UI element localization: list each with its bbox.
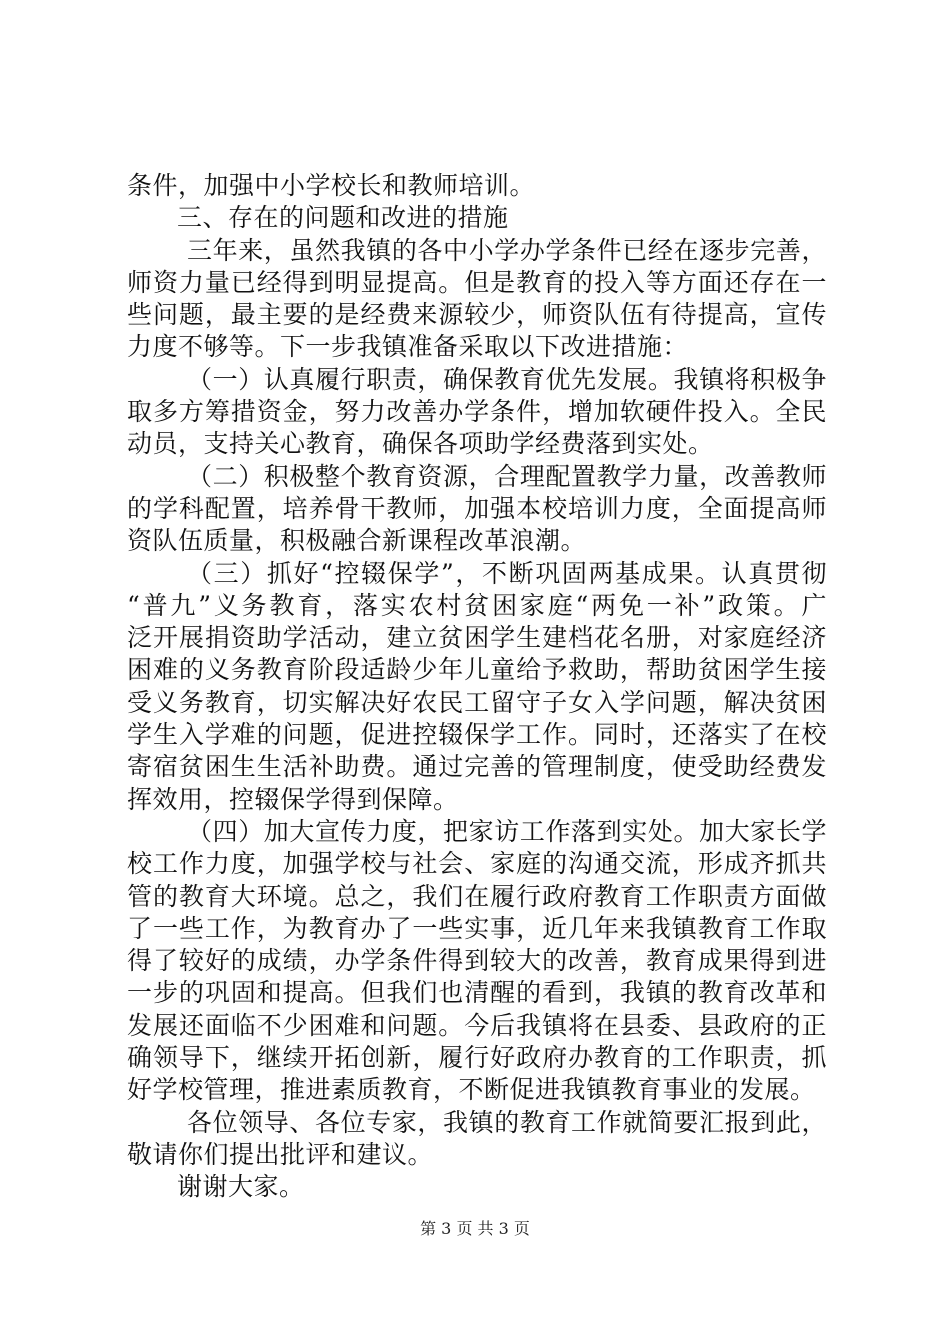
text-line: 发展还面临不少困难和问题。今后我镇将在县委、县政府的正 [127,1010,827,1040]
text-line: 三年来，虽然我镇的各中小学办学条件已经在逐步完善， [187,235,827,265]
text-line: 管的教育大环境。总之，我们在履行政府教育工作职责方面做 [127,881,827,911]
text-line: 学生入学难的问题，促进控辍保学工作。同时，还落实了在校 [127,720,827,750]
text-line: 挥效用，控辍保学得到保障。 [127,784,459,814]
text-line: 受义务教育，切实解决好农民工留守子女入学问题，解决贫困 [127,687,827,717]
text-line: 条件，加强中小学校长和教师培训。 [127,171,536,200]
text-line: 师资力量已经得到明显提高。但是教育的投入等方面还存在一 [127,267,827,297]
text-line: （四）加大宣传力度，把家访工作落到实处。加大家长学 [187,816,827,846]
text-line: 敬请你们提出批评和建议。 [127,1139,434,1169]
closing-line: 谢谢大家。 [177,1172,305,1202]
text-line: 困难的义务教育阶段适龄少年儿童给予救助，帮助贫困学生接 [127,655,827,685]
text-line: 好学校管理，推进素质教育，不断促进我镇教育事业的发展。 [127,1075,816,1105]
text-line: 的学科配置，培养骨干教师，加强本校培训力度，全面提高师 [127,493,827,523]
text-line: 力度不够等。下一步我镇准备采取以下改进措施： [127,332,689,362]
page-number: 第 3 页 共 3 页 [420,1219,530,1238]
text-line: 一步的巩固和提高。但我们也清醒的看到，我镇的教育改革和 [127,978,827,1008]
text-line: “普九”义务教育，落实农村贫困家庭“两免一补”政策。广 [127,590,827,620]
text-line: 寄宿贫困生生活补助费。通过完善的管理制度，使受助经费发 [127,752,827,782]
text-line: 确领导下，继续开拓创新，履行好政府办教育的工作职责，抓 [127,1043,827,1073]
text-line: 动员，支持关心教育，确保各项助学经费落到实处。 [127,429,714,459]
document-body [127,170,827,1204]
text-line: 资队伍质量，积极融合新课程改革浪潮。 [127,526,587,556]
text-line: 些问题，最主要的是经费来源较少，师资队伍有待提高，宣传 [127,300,827,330]
text-line: （一）认真履行职责，确保教育优先发展。我镇将积极争 [187,364,827,394]
text-line: 各位领导、各位专家，我镇的教育工作就简要汇报到此， [187,1107,827,1137]
text-line: 取多方筹措资金，努力改善办学条件，增加软硬件投入。全民 [127,397,827,427]
text-line: （二）积极整个教育资源，合理配置教学力量，改善教师 [187,461,827,491]
section-heading: 三、存在的问题和改进的措施 [177,203,509,233]
text-line: 泛开展捐资助学活动，建立贫困学生建档花名册，对家庭经济 [127,623,827,653]
text-line: 了一些工作，为教育办了一些实事，近几年来我镇教育工作取 [127,913,827,943]
text-line: 校工作力度，加强学校与社会、家庭的沟通交流，形成齐抓共 [127,849,827,879]
text-line: （三）抓好“控辍保学”，不断巩固两基成果。认真贯彻 [187,558,827,588]
text-line: 得了较好的成绩，办学条件得到较大的改善，教育成果得到进 [127,946,827,976]
